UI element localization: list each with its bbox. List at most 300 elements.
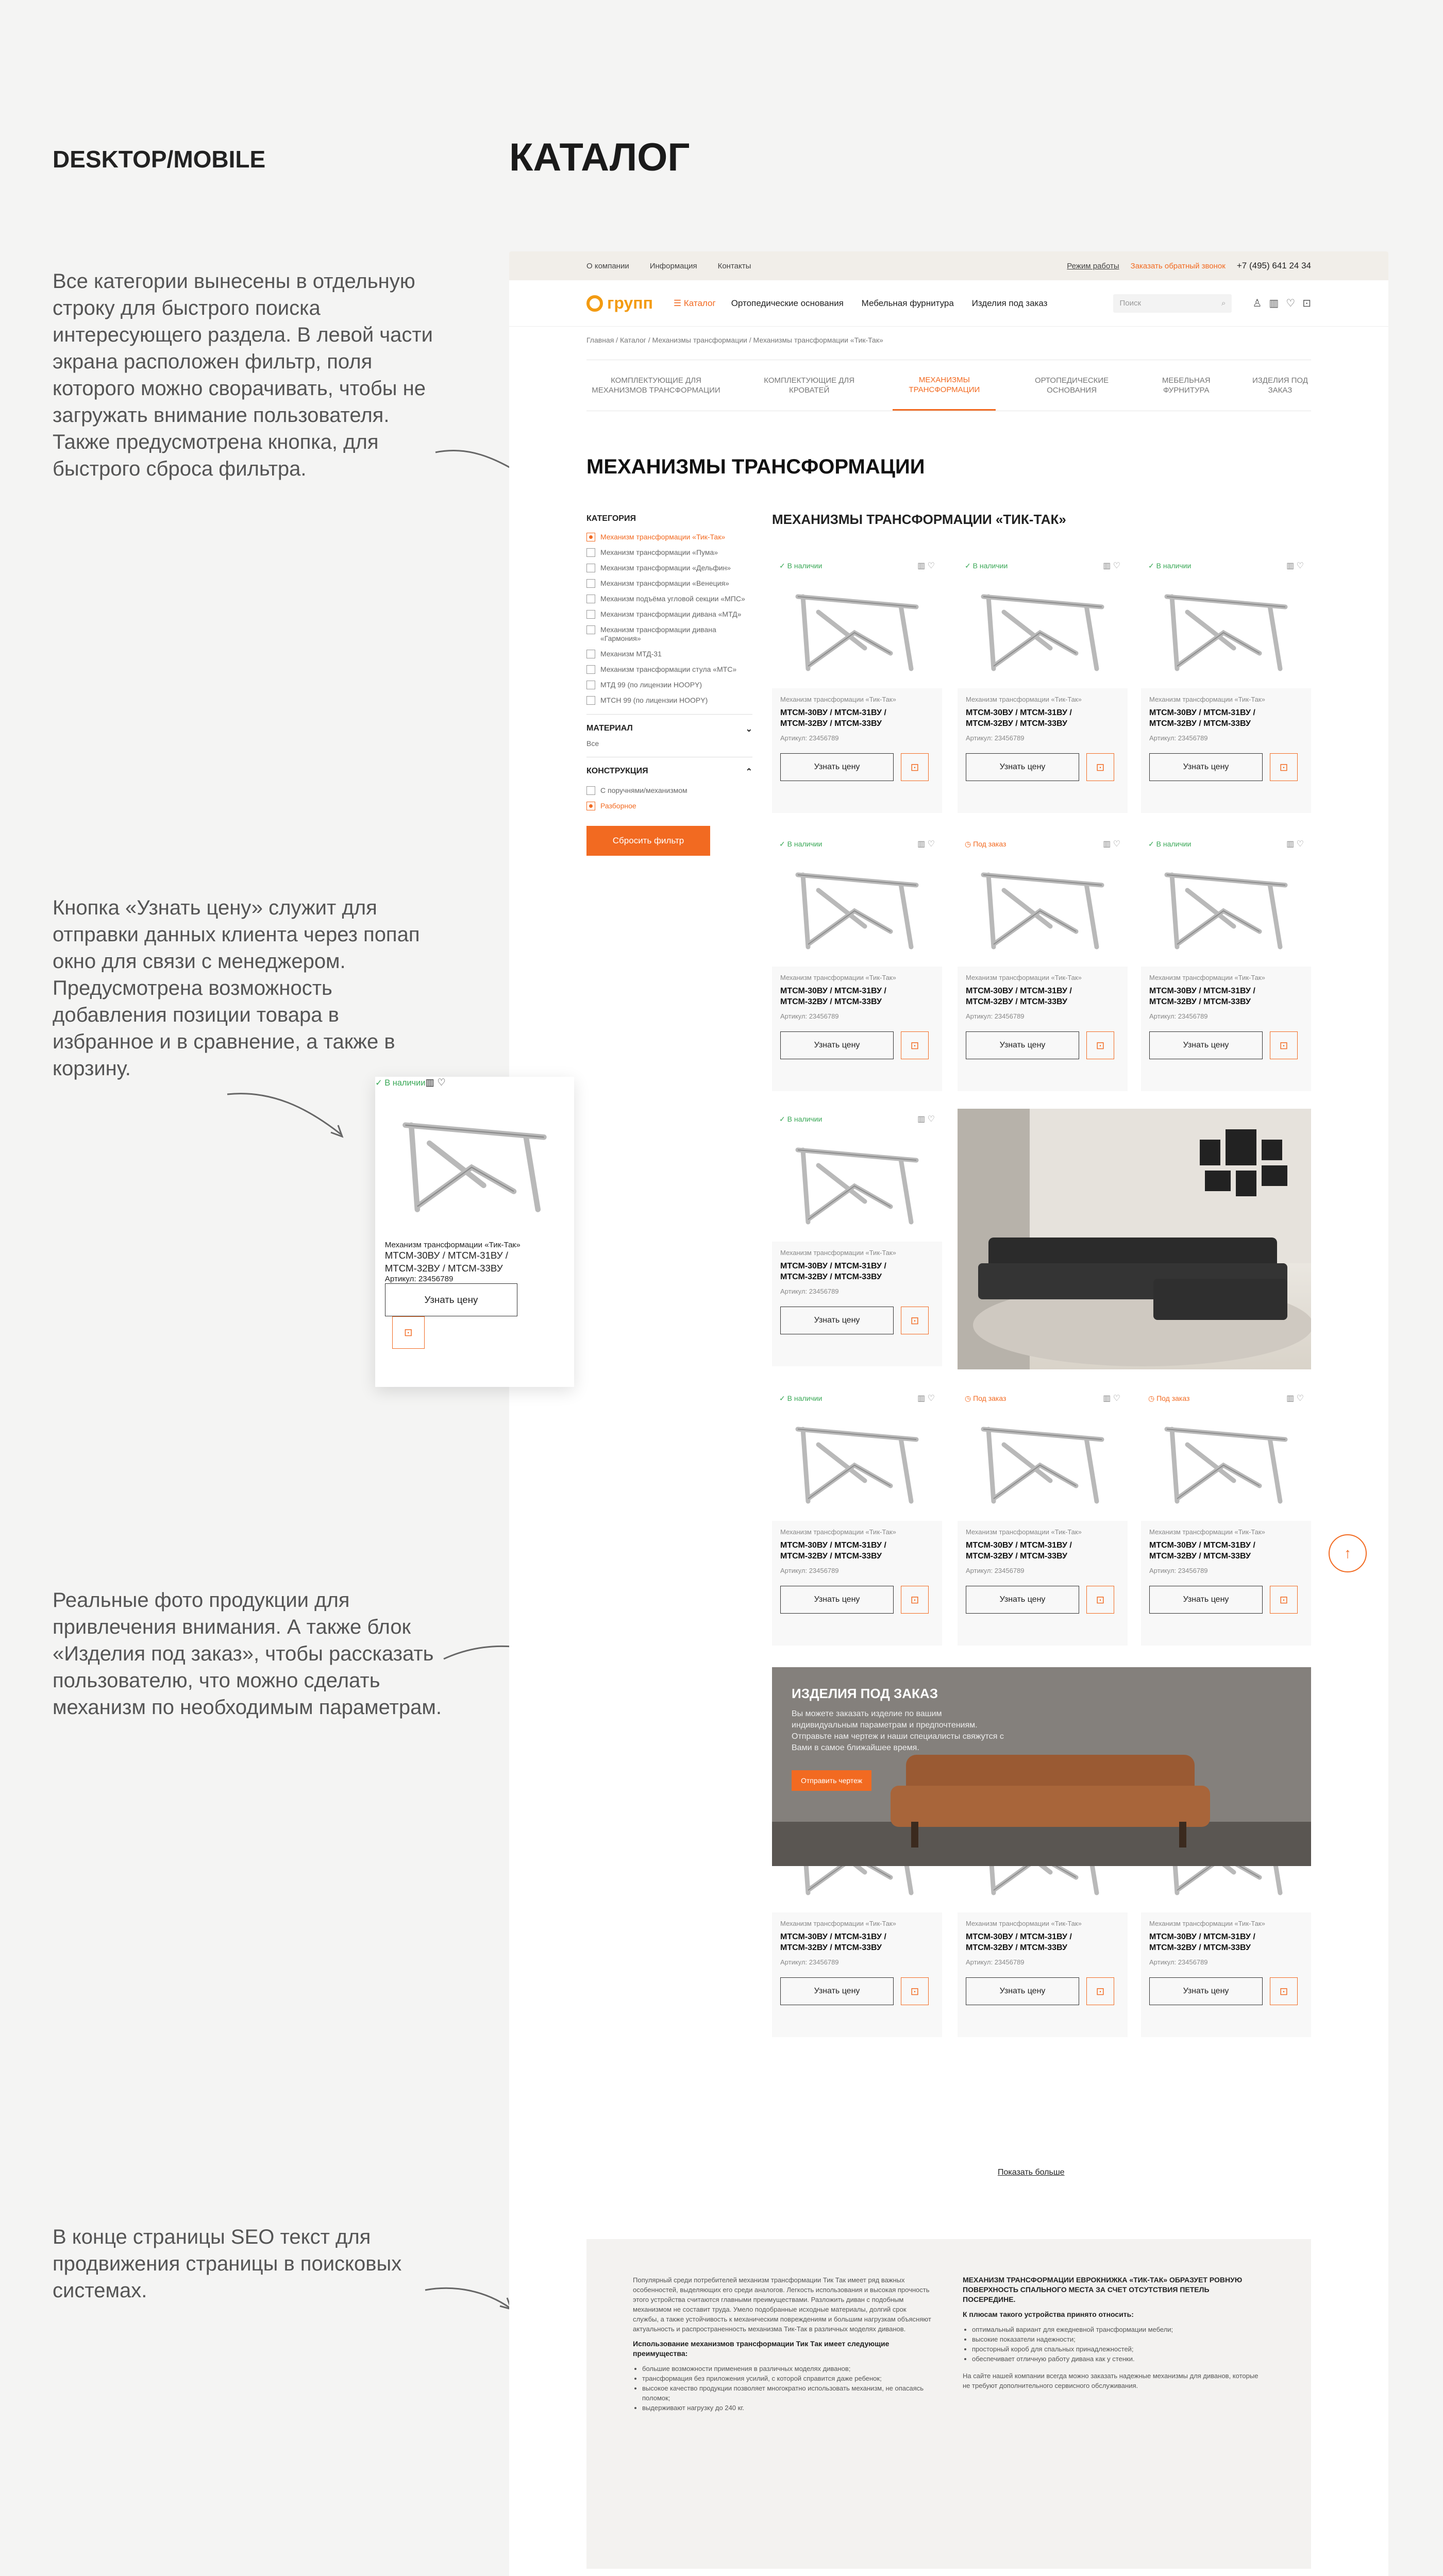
checkbox[interactable] xyxy=(586,548,595,557)
clock-icon: ◷ xyxy=(965,840,974,848)
get-price-button[interactable]: Узнать цену xyxy=(1149,753,1263,781)
filter-category-options xyxy=(586,533,752,705)
card-actions xyxy=(966,1586,1119,1614)
product-name[interactable]: МТСМ-30ВУ / МТСМ-31ВУ / МТСМ-32ВУ / МТСМ-33ВУ xyxy=(966,708,1072,728)
filter-option-label: Механизм МТД-31 xyxy=(600,650,662,658)
list-item: • выдерживают нагрузку до 240 кг. xyxy=(642,2403,932,2413)
product-name[interactable]: МТСМ-30ВУ / МТСМ-31ВУ / МТСМ-32ВУ / МТСМ-33ВУ xyxy=(780,708,886,728)
product-image[interactable] xyxy=(375,1077,574,1232)
product-name[interactable]: МТСМ-30ВУ / МТСМ-31ВУ / МТСМ-32ВУ / МТСМ-33ВУ xyxy=(1149,708,1255,728)
product-visual xyxy=(973,1409,1112,1506)
product-name[interactable]: МТСМ-30ВУ / МТСМ-31ВУ / МТСМ-32ВУ / МТСМ-33ВУ xyxy=(780,1933,886,1952)
filter-option[interactable] xyxy=(586,610,752,619)
get-price-button[interactable]: Узнать цену xyxy=(780,1977,894,2005)
compare-icon[interactable]: ▥ xyxy=(1103,562,1111,570)
check-icon: ✓ xyxy=(375,1078,385,1088)
product-image[interactable] xyxy=(1141,1388,1311,1521)
card-icons xyxy=(917,561,935,571)
stock-status xyxy=(779,562,822,570)
seo-heading: Использование механизмов трансформации Тик Так имеет следующие преимущества: xyxy=(633,2340,890,2358)
product-article: Артикул: 23456789 xyxy=(1149,1012,1208,1020)
filter-option-label: Механизм подъёма угловой секции «МПС» xyxy=(600,595,745,603)
product-article: Артикул: 23456789 xyxy=(1149,1958,1208,1966)
divider xyxy=(586,714,752,715)
product-name[interactable]: МТСМ-30ВУ / МТСМ-31ВУ / МТСМ-32ВУ / МТСМ-33ВУ xyxy=(966,987,1072,1006)
get-price-button[interactable]: Узнать цену xyxy=(780,1031,894,1059)
seo-list-2 xyxy=(963,2325,1262,2364)
product-type: Механизм трансформации «Тик-Так» xyxy=(966,1920,1082,1927)
mechanism-image xyxy=(1156,854,1296,952)
product-article: Артикул: 23456789 xyxy=(1149,1567,1208,1574)
product-visual xyxy=(393,1101,532,1199)
section-label-right: КАТАЛОГ xyxy=(509,135,690,179)
topbar-hours[interactable]: Режим работы xyxy=(1067,261,1119,270)
filter-option[interactable] xyxy=(586,579,752,588)
product-type: Механизм трансформации «Тик-Так» xyxy=(1149,974,1265,981)
product-visual xyxy=(1156,854,1296,952)
tab-components-beds[interactable]: КОМПЛЕКТУЮЩИЕ ДЛЯ КРОВАТЕЙ xyxy=(764,376,855,395)
arrow-2 xyxy=(225,1087,348,1144)
logo[interactable] xyxy=(586,294,653,313)
checkbox[interactable] xyxy=(586,681,595,689)
check-icon: ✓ xyxy=(965,562,973,570)
banner-text: Вы можете заказать изделие по вашим индивидуальным параметрам и предпочтениям. Отправьте нам чертеж и наши специалисты свяжутся с Вами в самое ближайшее время. xyxy=(792,1709,1004,1752)
product-image[interactable] xyxy=(772,555,942,688)
heart-icon[interactable]: ♡ xyxy=(1113,562,1120,570)
search-input[interactable] xyxy=(1113,294,1232,313)
sofa-photo-art xyxy=(958,1109,1311,1369)
seo-paragraph: Популярный среди потребителей механизм трансформации Тик Так имеет ряд важных особенностей, выделяющих его среди аналогов. Легкость использования и высокая прочность этого устройства считаются главными преимуществами. Разложить диван с подобным механизмом не составит труда. Умело подобранные исходные материалы, долгий срок службы, а также устойчивость к механическим повреждениям и большим нагрузкам объясняют актуальность и распространенность механизма Тик-Так в различных моделях диванов. xyxy=(633,2276,931,2333)
list-item: • обеспечивает отличную работу дивана как у стенки. xyxy=(972,2354,1262,2364)
add-to-cart-button[interactable] xyxy=(1270,1031,1298,1059)
product-type: Механизм трансформации «Тик-Так» xyxy=(1149,696,1265,703)
stock-status xyxy=(1148,1394,1189,1403)
stock-status-text: Под заказ xyxy=(1156,1394,1190,1402)
topbar xyxy=(509,251,1388,280)
custom-order-banner xyxy=(772,1667,1311,1866)
filter-option[interactable] xyxy=(586,802,752,810)
list-item: • оптимальный вариант для ежедневной трансформации мебели; xyxy=(972,2325,1262,2334)
get-price-button[interactable]: Узнать цену xyxy=(1149,1977,1263,2005)
filter-option[interactable] xyxy=(586,533,752,541)
nav-item-furniture[interactable]: Мебельная фурнитура xyxy=(861,298,954,308)
card-actions xyxy=(780,1031,934,1059)
product-info xyxy=(958,1521,1128,1646)
get-price-button[interactable]: Узнать цену xyxy=(966,1977,1079,2005)
compare-icon[interactable]: ▥ xyxy=(1103,1394,1111,1403)
product-image[interactable] xyxy=(1141,834,1311,967)
product-name[interactable]: МТСМ-30ВУ / МТСМ-31ВУ / МТСМ-32ВУ / МТСМ-33ВУ xyxy=(1149,1541,1255,1561)
chevron-down-icon[interactable]: ⌄ xyxy=(745,725,752,734)
product-image[interactable] xyxy=(958,1388,1128,1521)
product-info xyxy=(772,1912,942,2037)
get-price-button[interactable]: Узнать цену xyxy=(966,753,1079,781)
catalog-menu[interactable] xyxy=(674,298,716,309)
card-actions xyxy=(780,1307,934,1334)
get-price-button[interactable]: Узнать цену xyxy=(780,753,894,781)
mechanism-image xyxy=(787,576,927,674)
card-actions xyxy=(780,1586,934,1614)
note-1: Все категории вынесены в отдельную строку для быстрого поиска интересующего раздела. В левой части экрана расположен фильтр, поля которого можно сворачивать, чтобы не загружать внимание пользователя. Также предусмотрена кнопка, для быстрого сброса фильтра. xyxy=(53,270,433,480)
product-type: Механизм трансформации «Тик-Так» xyxy=(780,1249,896,1257)
stock-status-text: В наличии xyxy=(787,1394,823,1402)
bag-icon: ⊡ xyxy=(910,1986,919,1997)
send-drawing-button[interactable]: Отправить чертеж xyxy=(792,1770,871,1791)
list-item: • высокие показатели надежности; xyxy=(972,2334,1262,2344)
heart-icon[interactable]: ♡ xyxy=(1296,562,1304,570)
list-item: • просторный короб для спальных принадлежностей; xyxy=(972,2344,1262,2354)
product-article: Артикул: 23456789 xyxy=(1149,734,1208,742)
filter-construction-options xyxy=(586,786,752,810)
stock-status-text: В наличии xyxy=(787,562,823,570)
get-price-button[interactable]: Узнать цену xyxy=(385,1283,517,1316)
heart-icon[interactable]: ♡ xyxy=(1113,1394,1120,1403)
filter-option-label: Механизм трансформации «Пума» xyxy=(600,548,718,556)
stock-status xyxy=(779,1115,822,1124)
heart-icon[interactable]: ♡ xyxy=(927,1394,935,1403)
product-type: Механизм трансформации «Тик-Так» xyxy=(966,974,1082,981)
heart-icon[interactable]: ♡ xyxy=(927,840,935,849)
checkbox[interactable] xyxy=(586,595,595,603)
header-icons xyxy=(1245,297,1311,310)
get-price-button[interactable]: Узнать цену xyxy=(1149,1586,1263,1614)
checkbox[interactable] xyxy=(586,650,595,658)
product-name[interactable]: МТСМ-30ВУ / МТСМ-31ВУ / МТСМ-32ВУ / МТСМ-33ВУ xyxy=(1149,1933,1255,1952)
filter-panel xyxy=(586,514,752,856)
seo-text xyxy=(586,2239,1311,2569)
checkbox[interactable] xyxy=(586,579,595,588)
bag-icon: ⊡ xyxy=(1096,1594,1105,1606)
compare-icon[interactable]: ▥ xyxy=(917,840,926,849)
product-info xyxy=(1141,1521,1311,1646)
product-card xyxy=(958,555,1128,813)
header xyxy=(509,280,1388,327)
compare-icon[interactable]: ▥ xyxy=(425,1077,435,1088)
add-to-cart-button[interactable] xyxy=(901,1586,929,1614)
product-image[interactable] xyxy=(1141,555,1311,688)
section-label-left: DESKTOP/MOBILE xyxy=(53,146,266,173)
bag-icon: ⊡ xyxy=(1279,1986,1288,1997)
card-icons xyxy=(917,1114,935,1124)
add-to-cart-button[interactable] xyxy=(901,753,929,781)
note-4: В конце страницы SEO текст для продвижения страницы в поисковых системах. xyxy=(53,2226,402,2302)
product-name[interactable]: МТСМ-30ВУ / МТСМ-31ВУ / МТСМ-32ВУ / МТСМ-33ВУ xyxy=(780,1541,886,1561)
note-3: Реальные фото продукции для привлечения внимания. А также блок «Изделия под заказ», чтобы рассказать пользователю, что можно сделать механизм по необходимым параметрам. xyxy=(53,1589,442,1719)
product-article: Артикул: 23456789 xyxy=(780,1287,839,1295)
seo-paragraph-2: На сайте нашей компании всегда можно заказать надежные механизмы для диванов, которые не требуют дополнительного сервисного обслуживания. xyxy=(963,2372,1259,2389)
search-placeholder: Поиск xyxy=(1119,299,1142,308)
bag-icon: ⊡ xyxy=(1279,1040,1288,1052)
checkbox[interactable] xyxy=(586,786,595,795)
add-to-cart-button[interactable] xyxy=(1270,1977,1298,2005)
seo-col-left xyxy=(633,2275,932,2533)
catalog-label: Каталог xyxy=(683,298,716,308)
product-image[interactable] xyxy=(772,1109,942,1242)
filter-option[interactable] xyxy=(586,548,752,557)
product-name[interactable]: МТСМ-30ВУ / МТСМ-31ВУ / МТСМ-32ВУ / МТСМ-33ВУ xyxy=(384,1250,508,1274)
product-info xyxy=(772,1521,942,1646)
filter-construction-header[interactable] xyxy=(586,767,752,777)
filter-material-title: МАТЕРИАЛ xyxy=(586,724,633,733)
tab-mechanisms[interactable]: МЕХАНИЗМЫ ТРАНСФОРМАЦИИ xyxy=(893,360,996,411)
category-tabs xyxy=(586,360,1311,411)
banner-title: ИЗДЕЛИЯ ПОД ЗАКАЗ xyxy=(792,1686,938,1701)
topbar-contacts[interactable]: Контакты xyxy=(717,261,751,270)
bag-icon: ⊡ xyxy=(1096,1986,1105,1997)
logo-ring-icon xyxy=(586,295,603,312)
product-type: Механизм трансформации «Тик-Так» xyxy=(780,1920,896,1927)
stock-status-text: В наличии xyxy=(972,562,1008,570)
heart-icon[interactable]: ♡ xyxy=(1296,840,1304,849)
nav-item-custom[interactable]: Изделия под заказ xyxy=(971,298,1048,308)
cart-icon[interactable]: ⊡ xyxy=(1302,298,1311,309)
list-item: • высокое качество продукции позволяет многократно использовать механизм, не опасаясь поломок; xyxy=(642,2383,932,2403)
heart-icon[interactable]: ♡ xyxy=(1113,840,1120,849)
checkbox[interactable] xyxy=(586,665,595,674)
product-card xyxy=(958,1388,1128,1646)
check-icon: ✓ xyxy=(1148,840,1156,848)
seo-col-right xyxy=(963,2275,1262,2533)
filter-option-label: Механизм трансформации стула «МТС» xyxy=(600,665,737,673)
card-actions xyxy=(1149,1586,1303,1614)
heart-icon[interactable]: ♡ xyxy=(927,562,935,570)
mechanism-image xyxy=(393,1101,556,1215)
bag-icon: ⊡ xyxy=(1279,761,1288,773)
stock-status xyxy=(965,1394,1006,1403)
show-more-link[interactable]: Показать больше xyxy=(998,2168,1065,2177)
product-info xyxy=(772,967,942,1091)
product-visual xyxy=(973,854,1112,952)
bag-icon: ⊡ xyxy=(910,1594,919,1606)
filter-option[interactable] xyxy=(586,650,752,658)
compare-icon[interactable]: ▥ xyxy=(1269,298,1279,309)
product-type: Механизм трансформации «Тик-Так» xyxy=(780,1528,896,1536)
topbar-company[interactable]: О компании xyxy=(586,261,629,270)
filter-option-label: Механизм трансформации дивана «МТД» xyxy=(600,610,742,618)
mechanism-image xyxy=(973,854,1112,952)
filter-option[interactable] xyxy=(586,564,752,572)
clock-icon: ◷ xyxy=(1148,1394,1157,1402)
product-info xyxy=(958,967,1128,1091)
product-card xyxy=(772,1388,942,1646)
bag-icon: ⊡ xyxy=(910,1315,919,1327)
stock-status xyxy=(779,1394,822,1403)
product-name[interactable]: МТСМ-30ВУ / МТСМ-31ВУ / МТСМ-32ВУ / МТСМ-33ВУ xyxy=(1149,987,1255,1006)
card-icons xyxy=(1286,1393,1304,1403)
product-article: Артикул: 23456789 xyxy=(384,1275,454,1284)
heart-icon[interactable]: ♡ xyxy=(927,1115,935,1124)
get-price-button[interactable]: Узнать цену xyxy=(966,1031,1079,1059)
bag-icon: ⊡ xyxy=(404,1327,413,1338)
nav-item-orthopedic[interactable]: Ортопедические основания xyxy=(731,298,844,308)
mechanism-image xyxy=(787,1129,927,1227)
user-icon[interactable]: ♙ xyxy=(1252,298,1262,309)
filter-category-title[interactable]: КАТЕГОРИЯ xyxy=(586,514,636,523)
product-visual xyxy=(787,576,927,674)
product-image[interactable] xyxy=(772,834,942,967)
tab-custom[interactable]: ИЗДЕЛИЯ ПОД ЗАКАЗ xyxy=(1252,376,1308,395)
mechanism-image xyxy=(973,576,1112,674)
seo-heading-3: К плюсам такого устройства принято относить: xyxy=(963,2310,1134,2318)
product-visual xyxy=(787,1129,927,1227)
get-price-button[interactable]: Узнать цену xyxy=(780,1307,894,1334)
compare-icon[interactable]: ▥ xyxy=(917,1394,926,1403)
product-card xyxy=(772,1109,942,1366)
heart-icon[interactable]: ♡ xyxy=(1296,1394,1304,1403)
product-type: Механизм трансформации «Тик-Так» xyxy=(1149,1920,1265,1927)
compare-icon[interactable]: ▥ xyxy=(1286,562,1295,570)
filter-option[interactable] xyxy=(586,665,752,674)
product-info xyxy=(1141,967,1311,1091)
sofa-photo xyxy=(958,1109,1311,1369)
add-to-cart-button[interactable] xyxy=(901,1977,929,2005)
add-to-cart-button[interactable] xyxy=(1270,1586,1298,1614)
card-actions xyxy=(780,1977,934,2005)
stock-status xyxy=(375,1078,425,1088)
product-visual xyxy=(1156,576,1296,674)
checkbox[interactable] xyxy=(586,533,595,541)
product-visual xyxy=(1156,1409,1296,1506)
product-card xyxy=(772,555,942,813)
stock-status-text: Под заказ xyxy=(973,1394,1006,1402)
scroll-top-button[interactable] xyxy=(1329,1534,1367,1572)
checkbox[interactable] xyxy=(586,564,595,572)
compare-icon[interactable]: ▥ xyxy=(1286,840,1295,849)
compare-icon[interactable]: ▥ xyxy=(917,1115,926,1124)
list-item: • трансформация без приложения усилий, с которой справится даже ребенок; xyxy=(642,2374,932,2383)
add-to-cart-button[interactable] xyxy=(1086,753,1114,781)
product-type: Механизм трансформации «Тик-Так» xyxy=(966,1528,1082,1536)
chevron-up-icon[interactable]: ⌃ xyxy=(745,768,752,776)
card-actions xyxy=(1149,1977,1303,2005)
product-image[interactable] xyxy=(958,834,1128,967)
product-visual xyxy=(787,1409,927,1506)
card-icons xyxy=(1103,561,1120,571)
search-icon[interactable]: ⌕ xyxy=(1221,299,1226,308)
tab-furniture[interactable]: МЕБЕЛЬНАЯ ФУРНИТУРА xyxy=(1162,376,1211,395)
stock-status-text: В наличии xyxy=(384,1078,426,1088)
topbar-phone[interactable]: +7 (495) 641 24 34 xyxy=(1236,261,1311,270)
product-name[interactable]: МТСМ-30ВУ / МТСМ-31ВУ / МТСМ-32ВУ / МТСМ-33ВУ xyxy=(780,987,886,1006)
filter-option-label: С поручнями/механизмом xyxy=(600,786,687,794)
product-visual xyxy=(787,854,927,952)
product-image[interactable] xyxy=(772,1388,942,1521)
product-article: Артикул: 23456789 xyxy=(966,1012,1025,1020)
card-icons xyxy=(1286,839,1304,849)
reset-filter-button[interactable]: Сбросить фильтр xyxy=(586,826,710,856)
bag-icon: ⊡ xyxy=(1279,1594,1288,1606)
bag-icon: ⊡ xyxy=(1096,761,1105,773)
heart-icon[interactable]: ♡ xyxy=(437,1077,446,1088)
product-name[interactable]: МТСМ-30ВУ / МТСМ-31ВУ / МТСМ-32ВУ / МТСМ-33ВУ xyxy=(780,1262,886,1281)
stock-status-text: Под заказ xyxy=(973,840,1006,848)
card-actions xyxy=(1149,753,1303,781)
product-card-zoomed xyxy=(375,1077,574,1387)
stock-status xyxy=(779,840,822,849)
tab-components-mech[interactable]: КОМПЛЕКТУЮЩИЕ ДЛЯ МЕХАНИЗМОВ ТРАНСФОРМАЦИИ xyxy=(592,376,720,395)
product-article: Артикул: 23456789 xyxy=(780,1958,839,1966)
filter-option[interactable] xyxy=(586,786,752,795)
get-price-button[interactable]: Узнать цену xyxy=(780,1586,894,1614)
bag-icon: ⊡ xyxy=(1096,1040,1105,1052)
tab-orthopedic[interactable]: ОРТОПЕДИЧЕСКИЕ ОСНОВАНИЯ xyxy=(1034,376,1109,395)
checkbox[interactable] xyxy=(586,696,595,705)
filter-option[interactable] xyxy=(586,595,752,603)
check-icon: ✓ xyxy=(779,840,787,848)
add-to-cart-button[interactable] xyxy=(392,1316,425,1349)
add-to-cart-button[interactable] xyxy=(1086,1586,1114,1614)
add-to-cart-button[interactable] xyxy=(1270,753,1298,781)
catalog-page xyxy=(509,251,1388,2576)
card-icons xyxy=(1103,1393,1120,1403)
main-nav xyxy=(731,298,1063,309)
product-name[interactable]: МТСМ-30ВУ / МТСМ-31ВУ / МТСМ-32ВУ / МТСМ-33ВУ xyxy=(966,1541,1072,1561)
stock-status-text: В наличии xyxy=(1156,840,1192,848)
filter-option[interactable] xyxy=(586,625,752,643)
card-actions xyxy=(966,1977,1119,2005)
filter-material-value[interactable]: Все xyxy=(586,739,599,748)
stock-status xyxy=(1148,562,1191,570)
product-type: Механизм трансформации «Тик-Так» xyxy=(1149,1528,1265,1536)
checkbox[interactable] xyxy=(586,625,595,634)
product-article: Артикул: 23456789 xyxy=(966,1567,1025,1574)
filter-option-label: МТД 99 (по лицензии HOOPY) xyxy=(600,681,702,689)
filter-option[interactable] xyxy=(586,696,752,705)
checkbox[interactable] xyxy=(586,610,595,619)
compare-icon[interactable]: ▥ xyxy=(1286,1394,1295,1403)
product-name[interactable]: МТСМ-30ВУ / МТСМ-31ВУ / МТСМ-32ВУ / МТСМ-33ВУ xyxy=(966,1933,1072,1952)
card-actions xyxy=(780,753,934,781)
topbar-callback[interactable]: Заказать обратный звонок xyxy=(1130,261,1226,270)
get-price-button[interactable]: Узнать цену xyxy=(1149,1031,1263,1059)
product-article: Артикул: 23456789 xyxy=(780,734,839,742)
product-info xyxy=(1141,1912,1311,2037)
checkbox[interactable] xyxy=(586,802,595,810)
compare-icon[interactable]: ▥ xyxy=(917,562,926,570)
add-to-cart-button[interactable] xyxy=(1086,1977,1114,2005)
mechanism-image xyxy=(787,854,927,952)
filter-option[interactable] xyxy=(586,681,752,689)
compare-icon[interactable]: ▥ xyxy=(1103,840,1111,849)
add-to-cart-button[interactable] xyxy=(1086,1031,1114,1059)
card-icons xyxy=(1103,839,1120,849)
check-icon: ✓ xyxy=(1148,562,1156,570)
product-info xyxy=(958,1912,1128,2037)
breadcrumb[interactable]: Главная / Каталог / Механизмы трансформации / Механизмы трансформации «Тик-Так» xyxy=(586,336,883,344)
product-visual xyxy=(973,576,1112,674)
product-info xyxy=(958,688,1128,813)
clock-icon: ◷ xyxy=(965,1394,974,1402)
stock-status xyxy=(1148,840,1191,849)
get-price-button[interactable]: Узнать цену xyxy=(966,1586,1079,1614)
bag-icon: ⊡ xyxy=(910,761,919,773)
menu-icon: ☰ xyxy=(673,298,684,308)
add-to-cart-button[interactable] xyxy=(901,1307,929,1334)
filter-construction-title: КОНСТРУКЦИЯ xyxy=(586,767,648,775)
product-info xyxy=(1141,688,1311,813)
filter-option-label: МТСН 99 (по лицензии HOOPY) xyxy=(600,696,708,704)
filter-material-header[interactable] xyxy=(586,724,752,734)
product-info xyxy=(772,1242,942,1366)
card-icons xyxy=(425,1077,446,1088)
product-card xyxy=(1141,555,1311,813)
favorite-icon[interactable]: ♡ xyxy=(1286,298,1296,309)
seo-list-1 xyxy=(633,2364,932,2413)
product-image[interactable] xyxy=(958,555,1128,688)
topbar-info[interactable]: Информация xyxy=(649,261,697,270)
add-to-cart-button[interactable] xyxy=(901,1031,929,1059)
card-actions xyxy=(966,1031,1119,1059)
